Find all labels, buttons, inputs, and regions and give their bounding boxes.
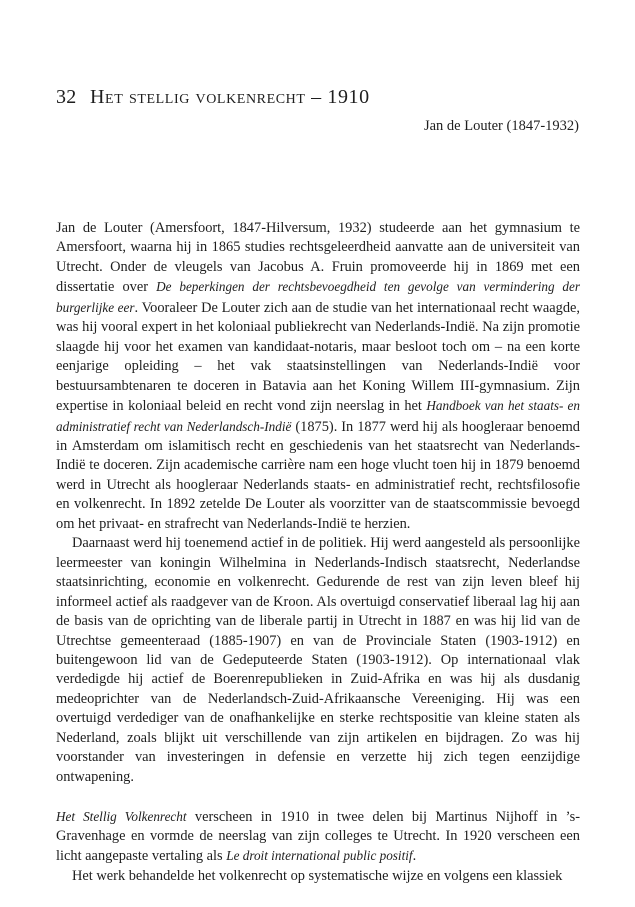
paragraph-gap [56,787,580,806]
body-text [56,219,580,886]
chapter-number: 32 [56,86,77,108]
paragraph-4: Het werk behandelde het volkenrecht op systematische wijze en volgens een klassiek [72,867,563,884]
chapter-title: Het stellig volkenrecht – 1910 [90,86,370,108]
author-line: Jan de Louter (1847-1932) [423,118,579,134]
translation-title: Le droit international public positif [226,848,413,864]
paragraph-2: Daarnaast werd hij toenemend actief in de politiek. Hij werd aangesteld als persoonlijke leermeester van koningin Wilhelmina in Nederlands-Indisch staatsrecht, Nederlandse staatsinrichting, economie en volkenrecht. Gedurende de rest van zijn leven bleef hij informeel actief als raadgever van de Kroon. Als overtuigd conservatief liberaal lag hij aan de basis van de oprichting van de liberale partij in Utrecht in 1887 en was hij lid van de Utrechtse gemeenteraad (1885-1907) en van de Provinciale Staten (1903-1912) en buitengewoon lid van de Gedeputeerde Staten (1903-1912). Op internationaal vlak verdedigde hij actief de Boerenrepublieken in Zuid-Afrika en was hij als dusdanig medeoprichter van de Nederlandsch-Zuid-Afrikaansche Vereeniging. Hij was een overtuigd verdediger van de onafhankelijke en sterke rechtspositie van kleine staten als Nederland, zoals blijkt uit verschillende van zijn artikelen en bijdragen. Zo was hij voorstander van investeringen in defensie en verzette hij zich tegen eenzijdige ontwapening. [56,535,580,785]
chapter-heading [56,86,370,109]
paragraph-3: Het Stellig Volkenrecht verscheen in 1910 in twee delen bij Martinus Nijhoff in ’s-Gravenhage en vormde de neerslag van zijn colleges te Utrecht. In 1920 verscheen een licht aangepaste vertaling als Le droit international public positif. [56,808,580,865]
dissertation-title: De beperkingen der rechtsbevoegdheid ten gevolge van vermindering der burgerlijke eer [56,279,580,315]
paragraph-1: Jan de Louter (Amersfoort, 1847-Hilversum, 1932) studeerde aan het gymnasium te Amersfoort, waarna hij in 1865 studies rechtsgeleerdheid aanvatte aan de universiteit van Utrecht. Onder de vleugels van Jacobus A. Fruin promoveerde hij in 1869 met een dissertatie over De beperkingen der rechtsbevoegdheid ten gevolge van vermindering der burgerlijke eer. Vooraleer De Louter zich aan de studie van het internationaal recht waagde, was hij vooral expert in het koloniaal publiekrecht van Nederlands-Indië. Na zijn promotie slaagde hij voor het examen van kandidaat-notaris, maar besloot toch om – na een korte eenjarige opleiding – het vak staatsinstellingen van Nederlands-Indië voor bestuursambtenaren te doceren in Batavia aan het Koning Willem III-gymnasium. Zijn expertise in koloniaal beleid en recht vond zijn neerslag in het Handboek van het staats- en administratief recht van Nederlandsch-Indië (1875). In 1877 werd hij als hoogleraar benoemd in Amsterdam om islamitisch recht en geschiedenis van het staatsrecht van Nederlands-Indië te doceren. Zijn academische carrière nam een hoge vlucht toen hij in 1879 benoemd werd in Utrecht als hoogleraar Nederlands staats- en administratief recht, rechtsfilosofie en volkenrecht. In 1892 zetelde De Louter als voorzitter van de staatscommissie bevoegd om het privaat- en strafrecht van Nederlands-Indië te herzien. [56,220,581,532]
handbook-title: Handboek van het staats- en administratief recht van Nederlandsch-Indië [56,398,580,434]
work-title: Het Stellig Volkenrecht [56,808,187,824]
